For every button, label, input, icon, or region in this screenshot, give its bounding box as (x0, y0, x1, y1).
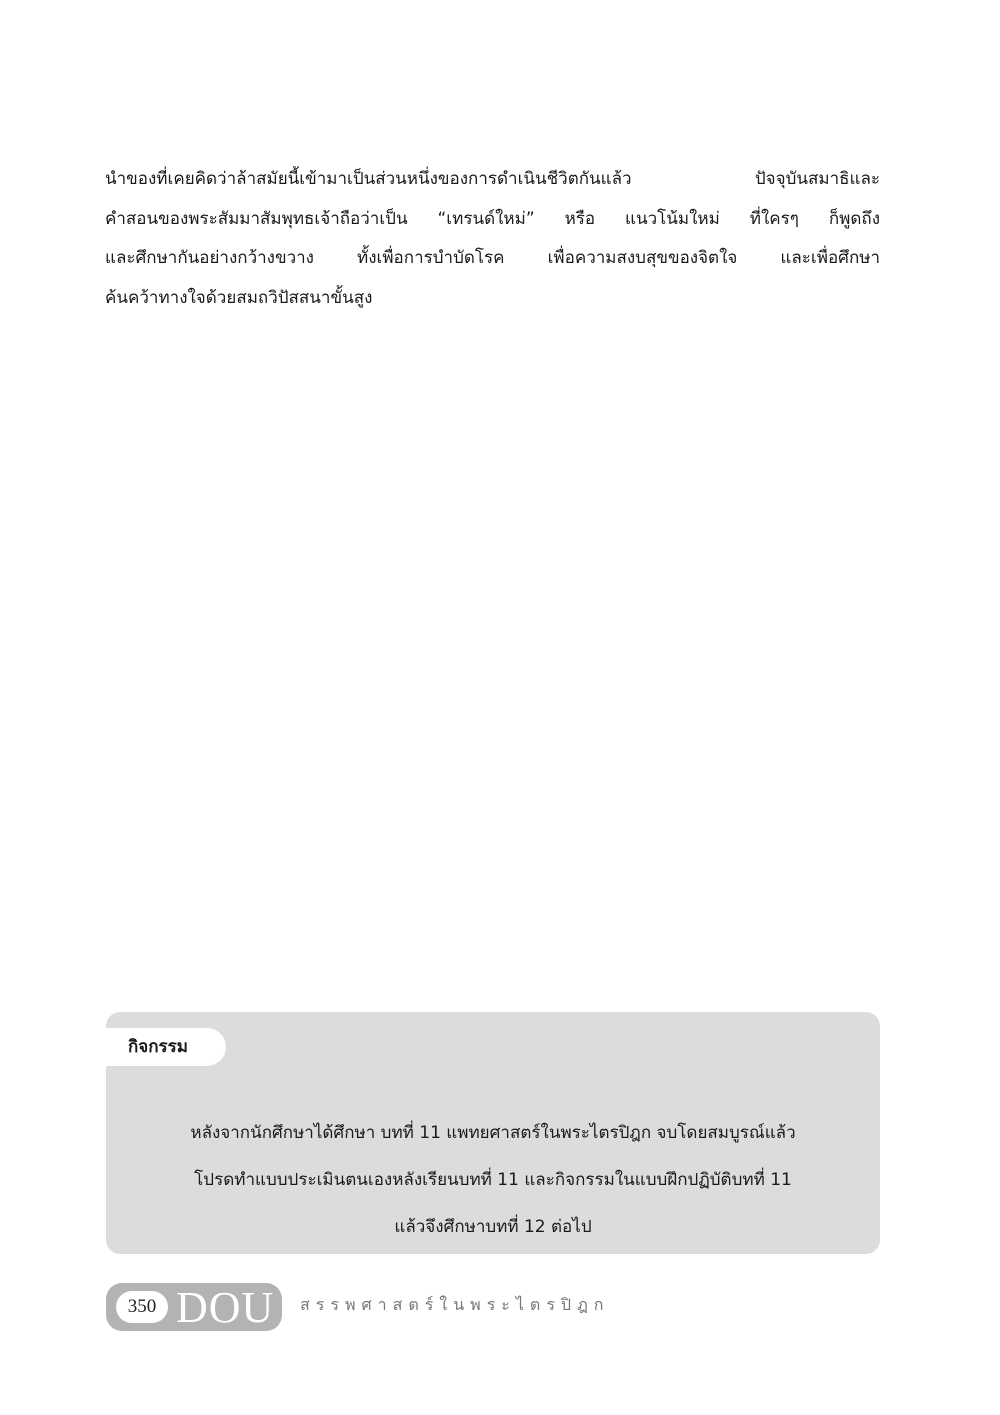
activity-line: แล้วจึงศึกษาบทที่ 12 ต่อไป (394, 1217, 592, 1237)
body-paragraph (105, 160, 880, 318)
book-title: สรรพศาสตร์ในพระไตรปิฎก (300, 1295, 610, 1314)
activity-box (106, 1012, 880, 1254)
activity-label: กิจกรรม (106, 1028, 226, 1066)
page-number: 350 (116, 1291, 168, 1323)
footer-badge (106, 1283, 282, 1331)
brand-logo: DOU (176, 1283, 275, 1332)
activity-instructions (136, 1110, 850, 1251)
body-line: ค้นคว้าทางใจด้วยสมถวิปัสสนาขั้นสูง (105, 287, 373, 308)
activity-line: โปรดทำแบบประเมินตนเองหลังเรียนบทที่ 11 และกิจกรรมในแบบฝึกปฏิบัติบทที่ 11 (194, 1170, 792, 1190)
body-line: คำสอนของพระสัมมาสัมพุทธเจ้าถือว่าเป็น “เทรนด์ใหม่” หรือ แนวโน้มใหม่ ที่ใครๆ ก็พูดถึง (105, 208, 880, 229)
body-line: และศึกษากันอย่างกว้างขวาง ทั้งเพื่อการบำบัดโรค เพื่อความสงบสุขของจิตใจ และเพื่อศึกษา (105, 248, 880, 268)
activity-line: หลังจากนักศึกษาได้ศึกษา บทที่ 11 แพทยศาสตร์ในพระไตรปิฎก จบโดยสมบูรณ์แล้ว (190, 1123, 796, 1143)
body-line: นำของที่เคยคิดว่าล้าสมัยนี้เข้ามาเป็นส่วนหนึ่งของการดำเนินชีวิตกันแล้ว ปัจจุบันสมาธิและ (105, 169, 880, 189)
